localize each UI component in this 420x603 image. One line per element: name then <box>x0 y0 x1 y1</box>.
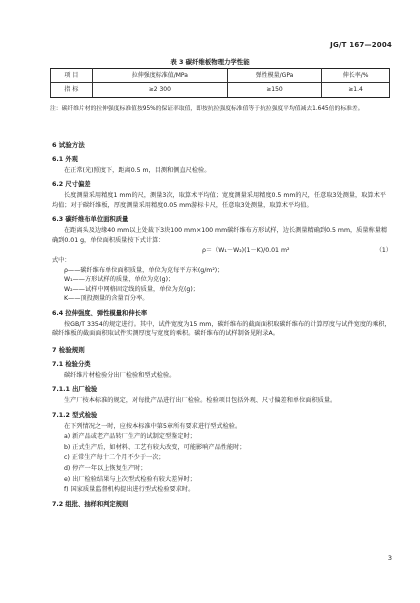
list-item: a) 新产品或老产品转厂生产的试制定型鉴定时； <box>64 433 196 441</box>
list-item: f) 国家质量监督机构提出进行型式检验要求时。 <box>64 486 195 494</box>
variable-definition: W₂——试样中网格固定线的质量，单位为克(g)； <box>64 285 199 293</box>
table-cell: 指 标 <box>51 83 93 97</box>
subsection-heading: 6.4 拉伸强度、弹性模量和伸长率 <box>52 310 148 318</box>
standard-code: JG/T 167—2004 <box>330 41 392 49</box>
subsection-heading: 6.3 碳纤维布单位面积质量 <box>52 216 129 224</box>
table-row <box>51 83 390 97</box>
subsection-heading: 6.1 外观 <box>52 156 78 164</box>
table-header-cell: 拉伸强度标准值/MPa <box>92 69 227 83</box>
where-label: 式中： <box>52 256 71 264</box>
list-item: b) 正式生产后，如材料、工艺有较大改变，可能影响产品性能时； <box>64 443 246 451</box>
section-heading: 7 检验规则 <box>52 345 85 354</box>
table-note: 注：碳纤维片材的拉伸强度标准值按95%的保证率取值，即按抗拉强度标准值等于抗拉强度平均值减去1.645倍的标准差。 <box>50 106 364 112</box>
table-header-cell: 项 目 <box>51 69 93 83</box>
table-header-cell: 伸长率/% <box>322 69 390 83</box>
paragraph: 碳纤维片材检验分出厂检验和型式检验。 <box>64 371 176 379</box>
paragraph: 按GB/T 3354的规定进行。其中，试件宽度为15 mm，碳纤维布的截面面积取碳纤维布的计算厚度与试件宽度的乘积，碳纤维板的截面面积取试件实测厚度与宽度的乘积。碳纤维布的试样制备见附录A。 <box>52 320 391 338</box>
properties-table <box>50 68 390 98</box>
paragraph: 在下列情况之一时，应按本标准中第5章所有要求进行型式检验。 <box>64 422 242 430</box>
subsection-heading: 7.2 组批、抽样和判定规则 <box>52 500 129 508</box>
variable-definition: W₁——方形试样的质量，单位为克(g)； <box>64 276 175 284</box>
table-header-row <box>51 69 390 83</box>
variable-definition: ρ——碳纤维布单位面积质量，单位为克每平方米(g/m²)； <box>64 266 224 274</box>
table-title: 表 3 碳纤维板物理力学性能 <box>170 58 250 66</box>
subsection-heading: 7.1 检验分类 <box>52 361 91 369</box>
table-cell: ≥2 300 <box>92 83 227 97</box>
subsection-heading: 6.2 尺寸偏差 <box>52 181 91 189</box>
paragraph: 生产厂按本标准的规定，对每批产品进行出厂检验。检验项目包括外观、尺寸偏差和单位面积质量。 <box>64 397 337 405</box>
list-item: d) 停产一年以上恢复生产时； <box>64 464 147 472</box>
table-header-cell: 弹性模量/GPa <box>227 69 321 83</box>
list-item: e) 出厂检验结果与上次型式检验有较大差异时； <box>64 475 196 483</box>
subsection-heading: 7.1.2 型式检验 <box>52 411 98 419</box>
subsection-heading: 7.1.1 出厂检验 <box>52 386 98 394</box>
formula-line <box>52 246 392 256</box>
document-body <box>52 134 392 510</box>
paragraph: 在正常(光)照度下，距离0.5 m，目测和侧直尺检验。 <box>64 166 211 174</box>
paragraph: 长度测量采用精度1 mm的尺，测量3次，取算术平均值；宽度测量采用精度0.5 mm的尺，任意取3处测量，取算术平均值；对于碳纤维板，厚度测量采用精度0.05 mm游标卡尺，任意取3处测量，取算术平均值。 <box>52 192 386 209</box>
table-cell: ≥150 <box>227 83 321 97</box>
page-number: 3 <box>387 553 392 562</box>
variable-definition: K——顶投测量的含量百分率。 <box>64 295 149 303</box>
section-heading: 6 试验方法 <box>52 141 85 149</box>
list-item: c) 正常生产每十二个月不少于一次； <box>64 454 165 462</box>
table-cell: ≥1.4 <box>322 83 390 97</box>
formula: ρ＝（W₁－W₂)(1－K)/0.01 m² <box>202 247 290 255</box>
paragraph: 在距离头及边缘40 mm以上处裁下3块100 mm×100 mm碳纤维布方形试样，边长测量精确到0.5 mm，质量称量精确到0.01 g，单位面积质量按下式计算： <box>52 227 388 244</box>
formula-number: （1） <box>375 247 392 255</box>
